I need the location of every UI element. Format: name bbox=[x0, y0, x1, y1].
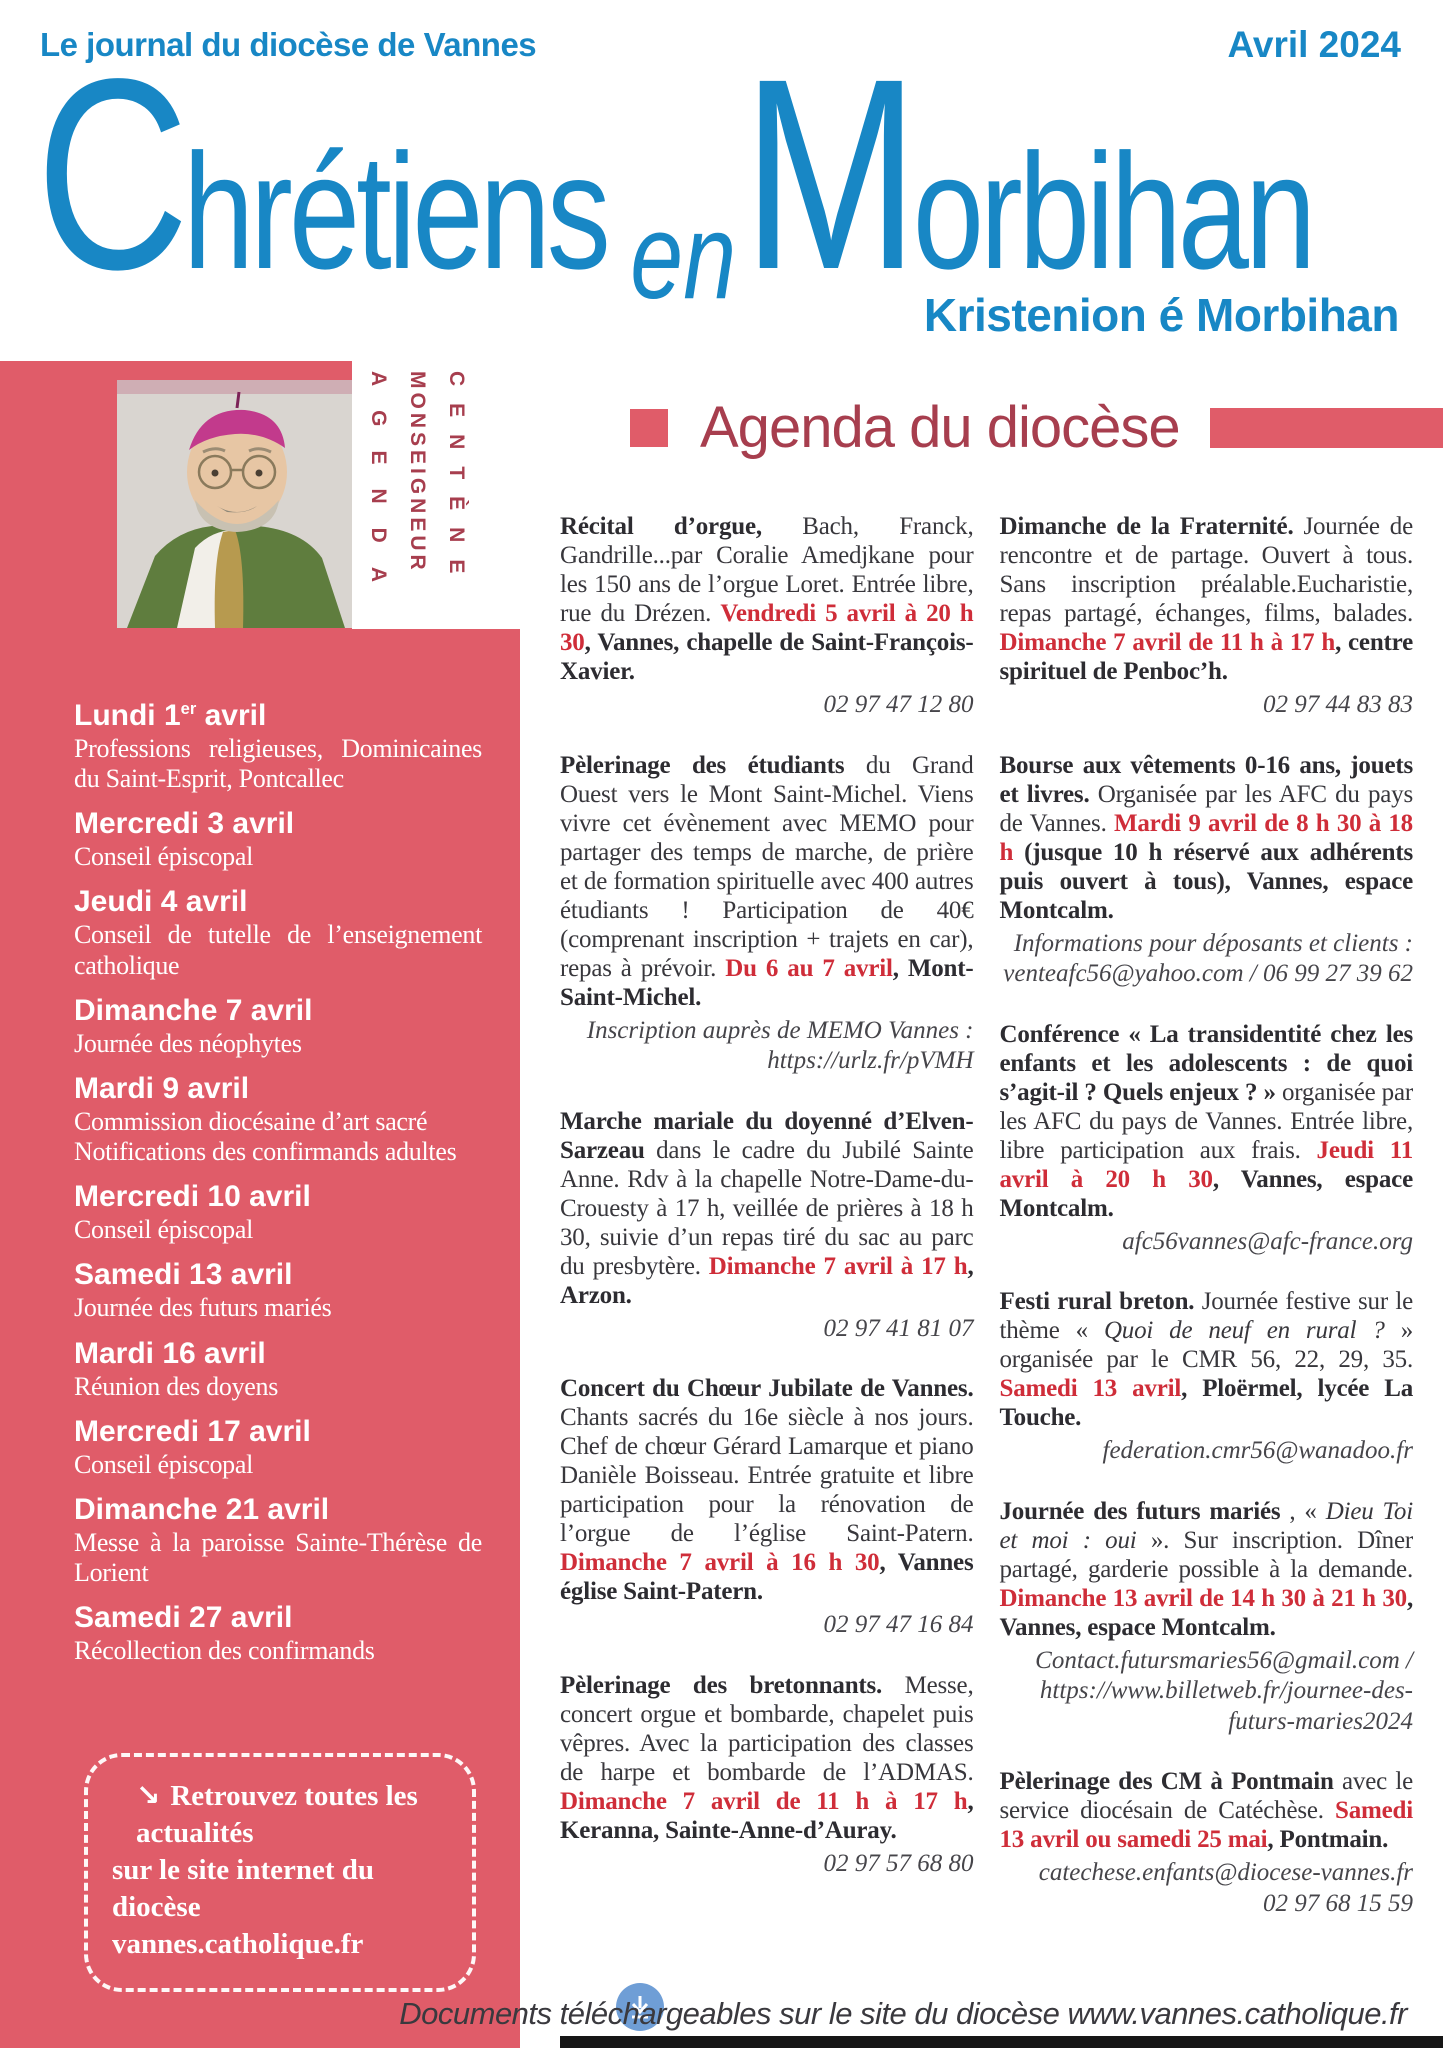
article-text-segment: Bourse aux vêtements 0-16 ans, jouets et livres. bbox=[999, 751, 1413, 808]
article-text-segment: , centre spirituel de Penboc’h. bbox=[999, 629, 1414, 685]
event-date: Mardi 16 avril bbox=[74, 1336, 266, 1370]
article-text-segment: Organisée par les AFC du pays de Vannes. bbox=[999, 780, 1413, 837]
masthead-subtitle: Kristenion é Morbihan bbox=[923, 289, 1399, 341]
event-desc-line: Journée des néophytes bbox=[74, 1028, 302, 1058]
contact-line: afc56vannes@afc-france.org bbox=[1122, 1227, 1413, 1255]
article-text-segment: ». Sur inscription. Dîner partagé, garderie possible à la demande. bbox=[999, 1526, 1413, 1583]
contact-line: 02 97 68 15 59 bbox=[1263, 1889, 1413, 1917]
cta-line: ↘ Retrouvez toutes les actualités bbox=[136, 1778, 418, 1850]
article-body bbox=[1000, 1767, 1414, 1854]
contact-line: https://urlz.fr/pVMH bbox=[767, 1047, 974, 1074]
masthead-word: hrétiens bbox=[182, 120, 607, 303]
contact-line: Inscription auprès de MEMO Vannes : bbox=[586, 1016, 974, 1044]
event-desc-line: Messe à la paroisse Sainte-Thérèse de Lorient bbox=[74, 1527, 482, 1588]
article-text-segment: Dimanche de la Fraternité. bbox=[999, 513, 1294, 540]
bishop-event bbox=[74, 994, 482, 1059]
article-text-segment: Festi rural breton. bbox=[999, 1288, 1195, 1315]
contact-line: Contact.futursmaries56@gmail.com / https://www.billetweb.fr/journee-des-futurs-maries2024 bbox=[1035, 1646, 1413, 1735]
article-contact bbox=[560, 690, 974, 721]
article-text-segment: , Ploërmel, lycée La Touche. bbox=[999, 1375, 1413, 1431]
event-date: Samedi 27 avril bbox=[74, 1601, 293, 1635]
event-desc bbox=[74, 920, 482, 980]
event-desc-line: Réunion des doyens bbox=[74, 1371, 279, 1401]
bishop-event bbox=[74, 885, 482, 980]
event-desc-line: Journée des futurs mariés bbox=[74, 1293, 332, 1323]
article-text-segment: Dimanche 7 avril de 11 h à 17 h bbox=[999, 629, 1336, 656]
article-text-segment: dans le cadre du Jubilé Sainte Anne. Rdv à la chapelle Notre-Dame-du-Crouesty à 17 h, veillée de prières à 18 h 30, suivie d’un repas tiré du sac au parc du presbytère. bbox=[560, 1136, 974, 1280]
article-text-segment: Journée de rencontre et de partage. Ouvert à tous. Sans inscription préalable.Eucharistie, repas partagé, échanges, films, balades. bbox=[999, 513, 1413, 627]
event-date: Dimanche 7 avril bbox=[74, 993, 313, 1027]
article-text-segment: , Arzon. bbox=[560, 1252, 974, 1309]
article-text-segment: Vendredi 5 avril à 20 h 30 bbox=[560, 600, 974, 656]
vertical-label-centene: CENTÈNE bbox=[445, 371, 468, 591]
event-desc-line: Conseil de tutelle de l’enseignement catholique bbox=[74, 920, 482, 980]
bishop-event bbox=[74, 1072, 482, 1167]
article-text-segment: , Vannes, espace Montcalm. bbox=[999, 1165, 1413, 1222]
masthead-initial: C bbox=[36, 22, 183, 326]
agenda-article bbox=[560, 512, 974, 721]
article-contact bbox=[1000, 690, 1414, 721]
contact-line: 02 97 44 83 83 bbox=[1263, 691, 1413, 718]
article-contact bbox=[1000, 1227, 1414, 1258]
article-body bbox=[1000, 1287, 1414, 1432]
bishop-event bbox=[74, 1180, 482, 1245]
article-body bbox=[560, 751, 974, 1012]
event-desc-line: Notifications des confirmands adultes bbox=[74, 1137, 457, 1167]
event-desc-line: Professions religieuses, Dominicaines du Saint-Esprit, Pontcallec bbox=[74, 734, 482, 794]
bishop-event bbox=[74, 1415, 482, 1480]
cta-line: sur le site internet du diocèse bbox=[112, 1854, 375, 1924]
article-text-segment: Dieu Toi et moi : oui bbox=[999, 1497, 1413, 1554]
event-desc bbox=[74, 1107, 482, 1167]
footer-note: Documents téléchargeables sur le site du diocèse www.vannes.catholique.fr bbox=[399, 1996, 1407, 2031]
article-text-segment: Pèlerinage des bretonnants. bbox=[560, 1671, 883, 1699]
agenda-article bbox=[560, 1107, 974, 1345]
article-text-segment: , « bbox=[1280, 1497, 1326, 1525]
article-text-segment: avec le service diocésain de Catéchèse. bbox=[999, 1768, 1414, 1824]
event-desc bbox=[74, 842, 482, 872]
contact-line: venteafc56@yahoo.com / 06 99 27 39 62 bbox=[1003, 960, 1413, 987]
contact-line: Informations pour déposants et clients : bbox=[1013, 929, 1413, 957]
event-desc-line: Commission diocésaine d’art sacré bbox=[74, 1106, 428, 1136]
article-contact bbox=[1000, 1858, 1414, 1919]
agenda-article bbox=[560, 1374, 974, 1641]
article-text-segment: , Keranna, Sainte-Anne-d’Auray. bbox=[560, 1787, 974, 1844]
article-body bbox=[560, 1671, 974, 1845]
bishop-event bbox=[74, 1337, 482, 1402]
article-body bbox=[1000, 1497, 1414, 1642]
article-body bbox=[1000, 512, 1414, 686]
article-contact bbox=[1000, 1646, 1414, 1738]
vertical-label-agenda: AGENDA bbox=[367, 371, 390, 607]
section-square-marker bbox=[630, 409, 668, 447]
article-text-segment: Dimanche 7 avril à 16 h 30 bbox=[560, 1549, 880, 1576]
article-text-segment: Journée festive sur le thème « bbox=[999, 1288, 1413, 1344]
bishop-photo bbox=[117, 380, 352, 628]
article-body bbox=[560, 512, 974, 686]
article-body bbox=[1000, 1020, 1414, 1223]
article-text-segment: Mardi 9 avril de 8 h 30 à 18 h bbox=[999, 809, 1413, 866]
event-date: Mercredi 17 avril bbox=[74, 1414, 311, 1448]
agenda-article bbox=[1000, 1020, 1414, 1258]
event-desc bbox=[74, 1372, 482, 1402]
article-text-segment: Pèlerinage des étudiants bbox=[560, 751, 845, 779]
article-text-segment: Pèlerinage des CM à Pontmain bbox=[999, 1768, 1334, 1795]
article-text-segment: Concert du Chœur Jubilate de Vannes. bbox=[560, 1375, 974, 1402]
contact-line: 02 97 47 12 80 bbox=[823, 691, 974, 718]
masthead-word: orbihan bbox=[912, 120, 1313, 303]
agenda-article bbox=[1000, 1767, 1414, 1919]
article-contact bbox=[1000, 929, 1414, 990]
event-desc-line: Conseil épiscopal bbox=[74, 1449, 254, 1479]
article-text-segment: (jusque 10 h réservé aux adhérents puis ouvert à tous), Vannes, espace Montcalm. bbox=[999, 838, 1413, 924]
agenda-article bbox=[1000, 1497, 1414, 1738]
article-text-segment: organisée par les AFC du pays de Vannes. Entrée libre, libre participation aux frais. bbox=[999, 1078, 1413, 1164]
masthead-conjunction: en bbox=[630, 188, 737, 324]
event-date: Lundi 1er avril bbox=[74, 699, 267, 732]
contact-line: 02 97 47 16 84 bbox=[823, 1611, 974, 1638]
bishop-event bbox=[74, 699, 482, 794]
event-date: Dimanche 21 avril bbox=[74, 1492, 330, 1526]
event-desc bbox=[74, 1029, 482, 1059]
section-title: Agenda du diocèse bbox=[700, 395, 1180, 460]
article-text-segment: Samedi 13 avril ou samedi 25 mai bbox=[999, 1797, 1413, 1853]
article-text-segment: Dimanche 7 avril de 11 h à 17 h bbox=[560, 1787, 968, 1815]
event-desc bbox=[74, 1293, 482, 1323]
event-desc-line: Conseil épiscopal bbox=[74, 842, 254, 872]
article-text-segment: Messe, concert orgue et bombarde, chapelet puis vêpres. Avec la participation des classes de harpe et bombarde de l’ADMAS. bbox=[560, 1671, 974, 1786]
article-contact bbox=[560, 1610, 974, 1641]
section-header bbox=[560, 395, 1443, 460]
issue-date: Avril 2024 bbox=[1227, 24, 1401, 65]
vertical-label-monseigneur: MONSEIGNEUR bbox=[406, 371, 429, 574]
article-text-segment: , Vannes église Saint-Patern. bbox=[560, 1549, 974, 1605]
article-text-segment: du Grand Ouest vers le Mont Saint-Michel. Viens vivre cet évènement avec MEMO pour partager des temps de marche, de prière et de formation spirituelle avec 400 autres étudiants ! Participation de 40€ (comprenant inscription + trajets en car), repas à prévoir. bbox=[560, 751, 974, 982]
contact-line: 02 97 57 68 80 bbox=[823, 1849, 974, 1877]
article-text-segment: Jeudi 11 avril à 20 h 30 bbox=[999, 1136, 1413, 1193]
event-desc bbox=[74, 734, 482, 794]
article-text-segment: , Vannes, espace Montcalm. bbox=[999, 1584, 1413, 1641]
south-east-arrow-icon: ↘ bbox=[136, 1778, 161, 1812]
section-bar bbox=[1210, 408, 1443, 448]
contact-line: 02 97 41 81 07 bbox=[823, 1314, 974, 1342]
article-text-segment: » organisée par le CMR 56, 22, 29, 35. bbox=[999, 1317, 1413, 1373]
event-desc-line: Conseil épiscopal bbox=[74, 1215, 254, 1245]
event-desc bbox=[74, 1528, 482, 1588]
article-text-segment: Dimanche 13 avril de 14 h 30 à 21 h 30 bbox=[999, 1584, 1407, 1612]
bishop-event bbox=[74, 1601, 482, 1666]
article-body bbox=[1000, 751, 1414, 925]
agenda-article bbox=[560, 751, 974, 1077]
event-date: Jeudi 4 avril bbox=[74, 885, 248, 919]
masthead-initial: M bbox=[742, 22, 913, 326]
contact-line: federation.cmr56@wanadoo.fr bbox=[1102, 1437, 1413, 1464]
article-text-segment: Conférence « La transidentité chez les enfants et les adolescents : de quoi s’agit-il ? Quels enjeux ? » bbox=[999, 1020, 1413, 1106]
agenda-column bbox=[560, 512, 974, 1949]
article-text-segment: , Vannes, chapelle de Saint-François-Xavier. bbox=[560, 629, 974, 685]
article-text-segment: Journée des futurs mariés bbox=[999, 1497, 1281, 1525]
bottom-bar bbox=[560, 2036, 1443, 2048]
event-date: Samedi 13 avril bbox=[74, 1258, 293, 1292]
article-text-segment: Marche mariale du doyenné d’Elven-Sarzeau bbox=[560, 1107, 974, 1164]
article-text-segment: , Mont-Saint-Michel. bbox=[560, 954, 974, 1011]
agenda-column bbox=[1000, 512, 1414, 1949]
article-contact bbox=[1000, 1436, 1414, 1467]
cta-site-url: vannes.catholique.fr bbox=[112, 1928, 364, 1961]
agenda-article bbox=[560, 1671, 974, 1880]
agenda-article bbox=[1000, 512, 1414, 721]
bishop-event bbox=[74, 807, 482, 872]
agenda-columns bbox=[560, 512, 1413, 1949]
article-body bbox=[560, 1107, 974, 1310]
article-text-segment: , Pontmain. bbox=[1267, 1826, 1389, 1853]
event-date: Mercredi 3 avril bbox=[74, 807, 295, 841]
article-text-segment: Samedi 13 avril bbox=[999, 1375, 1182, 1402]
cta-box bbox=[84, 1753, 476, 1992]
agenda-article bbox=[1000, 751, 1414, 990]
article-text-segment: Dimanche 7 avril à 17 h bbox=[708, 1252, 968, 1280]
bishop-event bbox=[74, 1493, 482, 1588]
vertical-label-strip bbox=[352, 361, 520, 629]
bishop-event-list bbox=[74, 699, 482, 1679]
article-text-segment: Du 6 au 7 avril bbox=[725, 954, 893, 982]
article-body bbox=[560, 1374, 974, 1606]
event-date: Mardi 9 avril bbox=[74, 1071, 250, 1105]
bishop-event bbox=[74, 1258, 482, 1323]
event-desc bbox=[74, 1636, 482, 1666]
event-desc-line: Récollection des confirmands bbox=[74, 1636, 375, 1666]
agenda-article bbox=[1000, 1287, 1414, 1467]
article-contact bbox=[560, 1314, 974, 1345]
event-desc bbox=[74, 1450, 482, 1480]
article-text-segment: Chants sacrés du 16e siècle à nos jours. Chef de chœur Gérard Lamarque et piano Danièle Boisseau. Entrée gratuite et libre participation pour la rénovation de l’orgue de l’église Saint-Patern. bbox=[560, 1404, 974, 1547]
article-text-segment: Quoi de neuf en rural ? bbox=[1103, 1317, 1385, 1344]
article-text-segment: Bach, Franck, Gandrille...par Coralie Amedjkane pour les 150 ans de l’orgue Loret. Entrée libre, rue du Drézen. bbox=[560, 513, 974, 627]
bishop-agenda-sidebar bbox=[0, 361, 520, 2048]
article-text-segment: Récital d’orgue, bbox=[560, 513, 762, 540]
event-date: Mercredi 10 avril bbox=[74, 1180, 311, 1214]
event-desc bbox=[74, 1215, 482, 1245]
article-contact bbox=[560, 1016, 974, 1077]
page-kicker: Le journal du diocèse de Vannes bbox=[40, 26, 537, 63]
contact-line: catechese.enfants@diocese-vannes.fr bbox=[1038, 1859, 1413, 1886]
article-contact bbox=[560, 1849, 974, 1880]
